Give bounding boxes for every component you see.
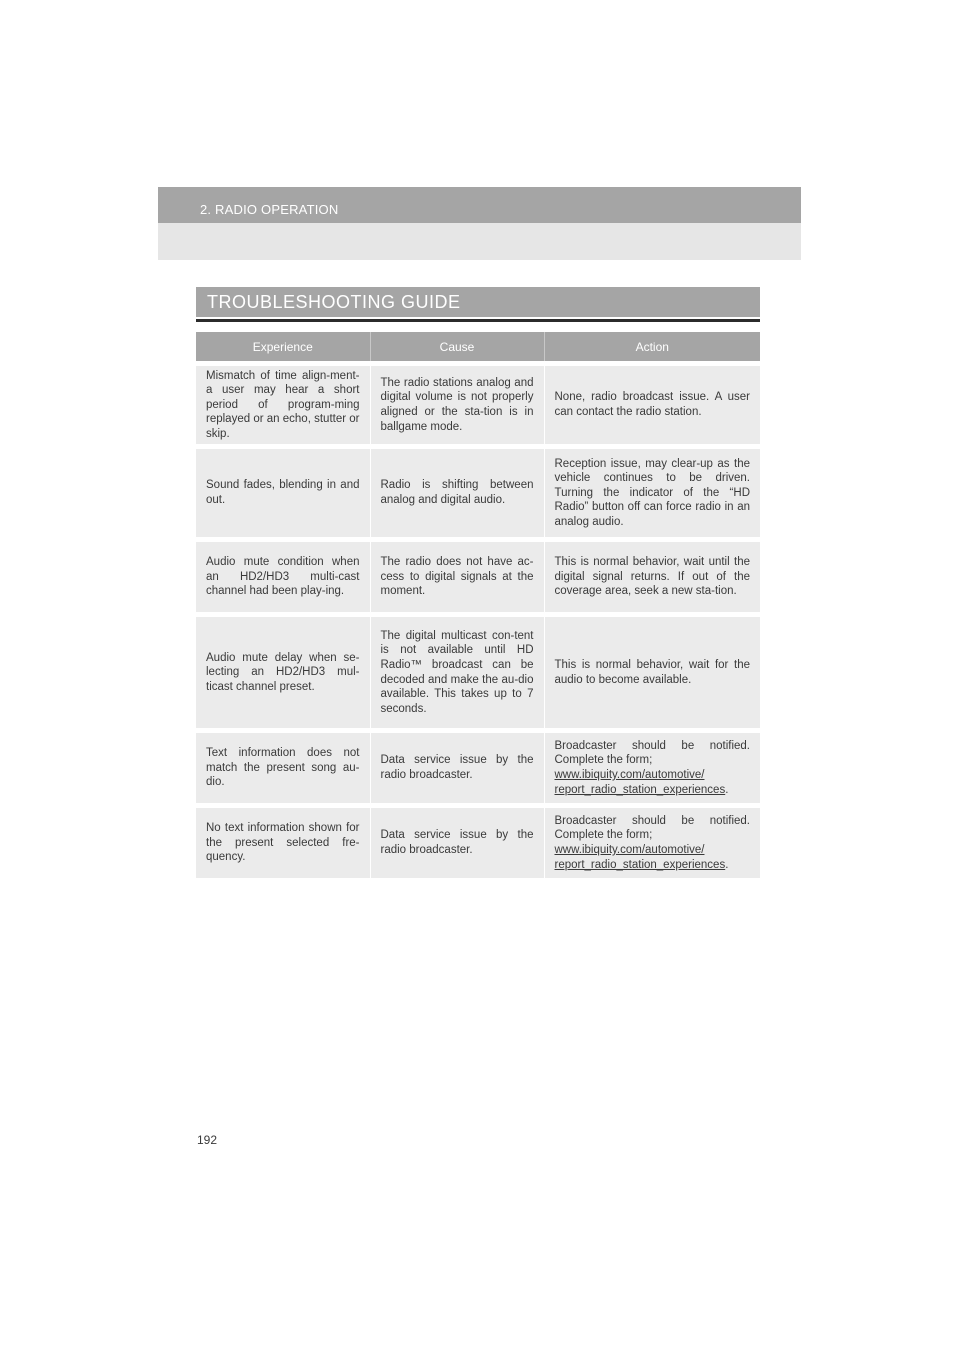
action-cell: This is normal behavior, wait for the audio to become available. (544, 615, 760, 731)
guide-title: TROUBLESHOOTING GUIDE (196, 287, 760, 317)
experience-cell: Audio mute condition when an HD2/HD3 multi-cast channel had been play-ing. (196, 540, 370, 615)
table-row (196, 615, 760, 731)
action-cell: Reception issue, may clear-up as the vehicle continues to be driven. Turning the indicator of the “HD Radio” button off can force radio in an analog audio. (544, 447, 760, 540)
experience-cell: Sound fades, blending in and out. (196, 447, 370, 540)
period: . (725, 858, 729, 871)
table-header-row (196, 332, 760, 364)
table-row (196, 447, 760, 540)
experience-cell: No text information shown for the present selected fre-quency. (196, 806, 370, 879)
form-link-path[interactable]: report_radio_station_experiences (554, 783, 726, 796)
page-header (158, 187, 801, 260)
table-row (196, 806, 760, 879)
header-strip (158, 187, 801, 223)
experience-cell: Text information does not match the present song au-dio. (196, 731, 370, 806)
experience-cell: Mismatch of time align-ment- a user may hear a short period of program-ming replayed or an echo, stutter or skip. (196, 364, 370, 447)
cause-cell: Data service issue by the radio broadcaster. (370, 806, 544, 879)
cause-cell: Radio is shifting between analog and digital audio. (370, 447, 544, 540)
action-cell: This is normal behavior, wait until the digital signal returns. If out of the coverage area, seek a new sta-tion. (544, 540, 760, 615)
cause-cell: The radio stations analog and digital volume is not properly aligned or the sta-tion is in ballgame mode. (370, 364, 544, 447)
cause-cell: Data service issue by the radio broadcaster. (370, 731, 544, 806)
action-text: Broadcaster should be notified. Complete the form; (554, 739, 750, 767)
table-row (196, 540, 760, 615)
period: . (725, 783, 729, 796)
action-cell (544, 806, 760, 879)
column-header-cause: Cause (370, 332, 544, 364)
cause-cell: The radio does not have ac-cess to digital signals at the moment. (370, 540, 544, 615)
page-number: 192 (197, 1133, 218, 1147)
section-title: 2. RADIO OPERATION (200, 202, 339, 217)
table-row (196, 731, 760, 806)
experience-cell: Audio mute delay when se-lecting an HD2/HD3 mul-ticast channel preset. (196, 615, 370, 731)
title-divider (196, 319, 760, 322)
form-link[interactable]: www.ibiquity.com/automotive/ (554, 769, 705, 781)
table-row (196, 364, 760, 447)
column-header-action: Action (544, 332, 760, 364)
troubleshooting-guide (196, 287, 760, 878)
form-link[interactable]: www.ibiquity.com/automotive/ (554, 844, 705, 856)
cause-cell: The digital multicast con-tent is not available until HD Radio™ broadcast can be decoded and make the au-dio available. This takes up to 7 seconds. (370, 615, 544, 731)
action-text: Broadcaster should be notified. Complete the form; (554, 814, 750, 842)
action-cell: None, radio broadcast issue. A user can contact the radio station. (544, 364, 760, 447)
form-link-path[interactable]: report_radio_station_experiences (554, 858, 726, 871)
troubleshooting-table (196, 332, 760, 878)
column-header-experience: Experience (196, 332, 370, 364)
action-cell (544, 731, 760, 806)
